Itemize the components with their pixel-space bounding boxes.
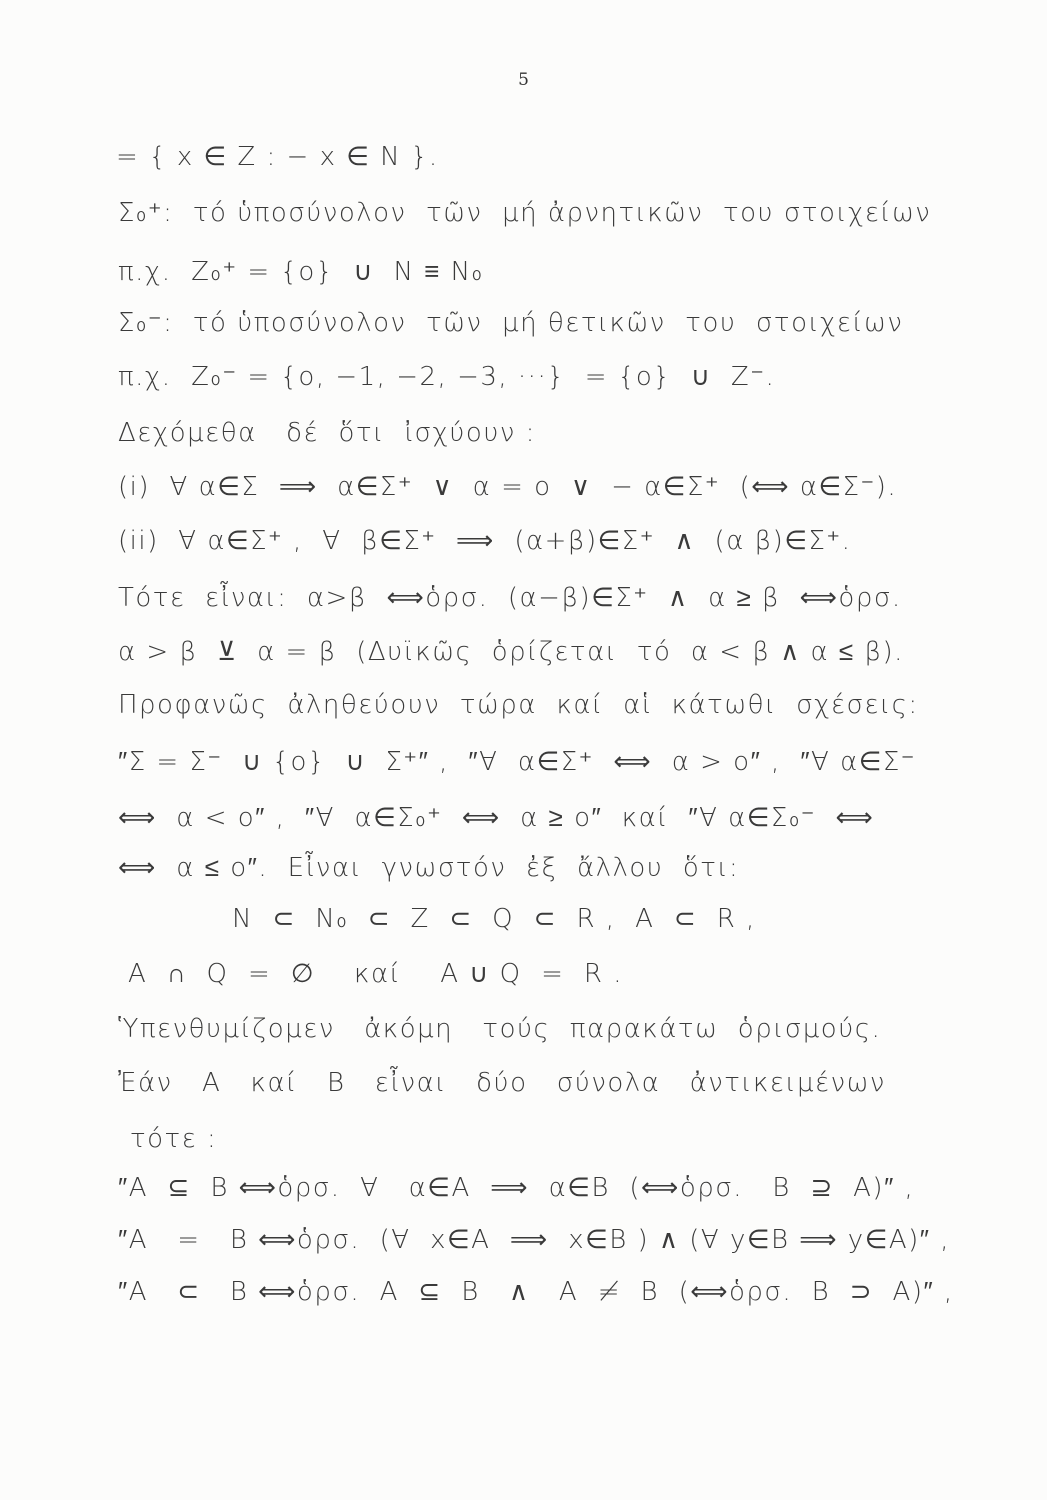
- text-line: Ἐάν A καί B εἶναι δύο σύνολα ἀντικειμένων: [118, 1068, 886, 1098]
- text-line: ″A = B ⟺ὁρσ. (∀ x∈A ⟹ x∈B ) ∧ (∀ y∈B ⟹ y∈A)″ ,: [118, 1225, 951, 1255]
- text-line: = { x ∈ Z : − x ∈ N }.: [116, 142, 439, 172]
- text-line: ″Σ = Σ⁻ ∪ {o} ∪ Σ⁺″ , ″∀ α∈Σ⁺ ⟺ α > o″ , ″∀ α∈Σ⁻: [118, 747, 917, 777]
- text-line: π.χ. Z₀⁺ = {o} ∪ N ≡ N₀: [118, 257, 484, 287]
- text-line: α > β ⊻ α = β (Δυϊκῶς ὁρίζεται τό α < β ∧ α ≤ β).: [118, 637, 904, 667]
- text-line: π.χ. Z₀⁻ = {o, −1, −2, −3, ···} = {o} ∪ Z⁻.: [118, 362, 776, 392]
- text-line: N ⊂ N₀ ⊂ Z ⊂ Q ⊂ R , A ⊂ R ,: [232, 904, 756, 934]
- text-line: τότε :: [130, 1124, 218, 1154]
- text-line: Σ₀⁻: τό ὑποσύνολον τῶν μή θετικῶν του στοιχείων: [118, 308, 904, 338]
- text-line: (i) ∀ α∈Σ ⟹ α∈Σ⁺ ∨ α = o ∨ − α∈Σ⁺ (⟺ α∈Σ⁻).: [118, 472, 898, 502]
- text-line: Προφανῶς ἀληθεύουν τώρα καί αἱ κάτωθι σχέσεις:: [118, 690, 919, 720]
- text-line: Σ₀⁺: τό ὑποσύνολον τῶν μή ἀρνητικῶν του στοιχείων: [118, 198, 932, 228]
- text-line: Τότε εἶναι: α>β ⟺ὁρσ. (α−β)∈Σ⁺ ∧ α ≥ β ⟺ὁρσ.: [118, 583, 902, 613]
- text-line: ⟺ α < o″ , ″∀ α∈Σ₀⁺ ⟺ α ≥ o″ καί ″∀ α∈Σ₀⁻ ⟺: [118, 803, 875, 833]
- text-line: ″A ⊆ B ⟺ὁρσ. ∀ α∈A ⟹ α∈B (⟺ὁρσ. B ⊇ A)″ ,: [118, 1173, 915, 1203]
- page-number: 5: [518, 70, 529, 90]
- text-line: ⟺ α ≤ o″. Εἶναι γνωστόν ἐξ ἄλλου ὅτι:: [118, 853, 740, 883]
- text-line: ″A ⊂ B ⟺ὁρσ. A ⊆ B ∧ A ≠ B (⟺ὁρσ. B ⊃ A)″ ,: [118, 1277, 954, 1307]
- text-line: A ∩ Q = ∅ καί A ∪ Q = R .: [128, 959, 623, 989]
- text-line: Ὑπενθυμίζομεν ἀκόμη τούς παρακάτω ὁρισμούς.: [118, 1014, 882, 1044]
- text-line: (ii) ∀ α∈Σ⁺ , ∀ β∈Σ⁺ ⟹ (α+β)∈Σ⁺ ∧ (α β)∈Σ⁺.: [118, 526, 852, 556]
- text-line: Δεχόμεθα δέ ὅτι ἰσχύουν :: [118, 418, 536, 448]
